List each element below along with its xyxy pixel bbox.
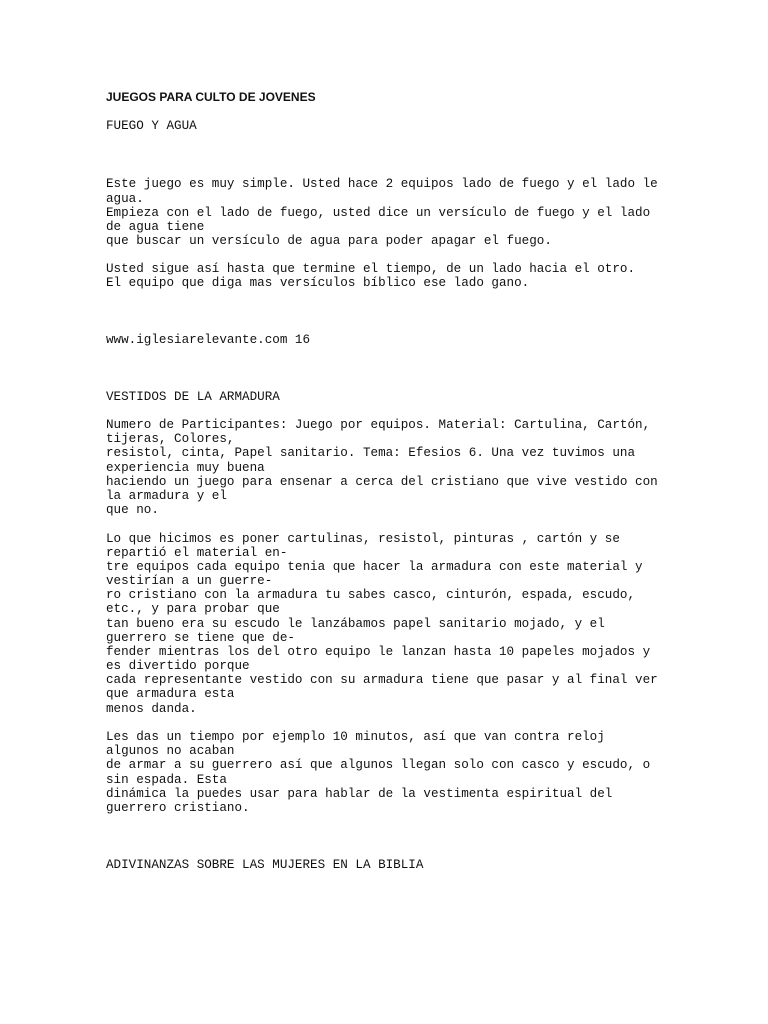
text-line: menos danda.	[106, 702, 197, 716]
text-line: agua.	[106, 192, 144, 206]
text-line: Empieza con el lado de fuego, usted dice un versículo de fuego y el lado	[106, 206, 651, 220]
text-line: tan bueno era su escudo le lanzábamos papel sanitario mojado, y el	[106, 617, 605, 631]
heading-fuego-y-agua: FUEGO Y AGUA	[106, 119, 197, 133]
text-line: repartió el material en-	[106, 546, 288, 560]
heading-adivinanzas: ADIVINANZAS SOBRE LAS MUJERES EN LA BIBLIA	[106, 858, 424, 872]
text-line: Usted sigue así hasta que termine el tiempo, de un lado hacia el otro.	[106, 262, 636, 276]
website-reference: www.iglesiarelevante.com 16	[106, 333, 311, 347]
text-line: que no.	[106, 503, 159, 517]
text-line: la armadura y el	[106, 489, 227, 503]
text-line: algunos no acaban	[106, 744, 235, 758]
text-line: Este juego es muy simple. Usted hace 2 equipos lado de fuego y el lado le	[106, 177, 658, 191]
text-line: que armadura esta	[106, 687, 235, 701]
text-line: vestirían a un guerre-	[106, 574, 273, 588]
text-line: ro cristiano con la armadura tu sabes casco, cinturón, espada, escudo,	[106, 588, 636, 602]
text-line: haciendo un juego para ensenar a cerca del cristiano que vive vestido con	[106, 475, 658, 489]
text-line: Lo que hicimos es poner cartulinas, resistol, pinturas , cartón y se	[106, 532, 620, 546]
text-line: etc., y para probar que	[106, 602, 280, 616]
text-line: es divertido porque	[106, 659, 250, 673]
text-line: que buscar un versículo de agua para poder apagar el fuego.	[106, 234, 552, 248]
text-line: tijeras, Colores,	[106, 432, 235, 446]
text-line: de armar a su guerrero así que algunos llegan solo con casco y escudo, o	[106, 758, 651, 772]
text-line: fender mientras los del otro equipo le lanzan hasta 10 papeles mojados y	[106, 645, 651, 659]
text-line: experiencia muy buena	[106, 461, 265, 475]
text-line: Les das un tiempo por ejemplo 10 minutos, así que van contra reloj	[106, 730, 605, 744]
text-line: dinámica la puedes usar para hablar de la vestimenta espiritual del	[106, 787, 613, 801]
text-line: sin espada. Esta	[106, 773, 227, 787]
text-line: resistol, cinta, Papel sanitario. Tema: Efesios 6. Una vez tuvimos una	[106, 446, 636, 460]
text-line: tre equipos cada equipo tenia que hacer la armadura con este material y	[106, 560, 643, 574]
text-line: Numero de Participantes: Juego por equipos. Material: Cartulina, Cartón,	[106, 418, 651, 432]
text-line: cada representante vestido con su armadura tiene que pasar y al final ver	[106, 673, 658, 687]
text-line: de agua tiene	[106, 220, 205, 234]
text-line: guerrero cristiano.	[106, 801, 250, 815]
text-line: El equipo que diga mas versículos bíblico ese lado gano.	[106, 276, 530, 290]
document-title: JUEGOS PARA CULTO DE JOVENES	[106, 90, 316, 104]
heading-vestidos-armadura: VESTIDOS DE LA ARMADURA	[106, 390, 280, 404]
text-line: guerrero se tiene que de-	[106, 631, 295, 645]
